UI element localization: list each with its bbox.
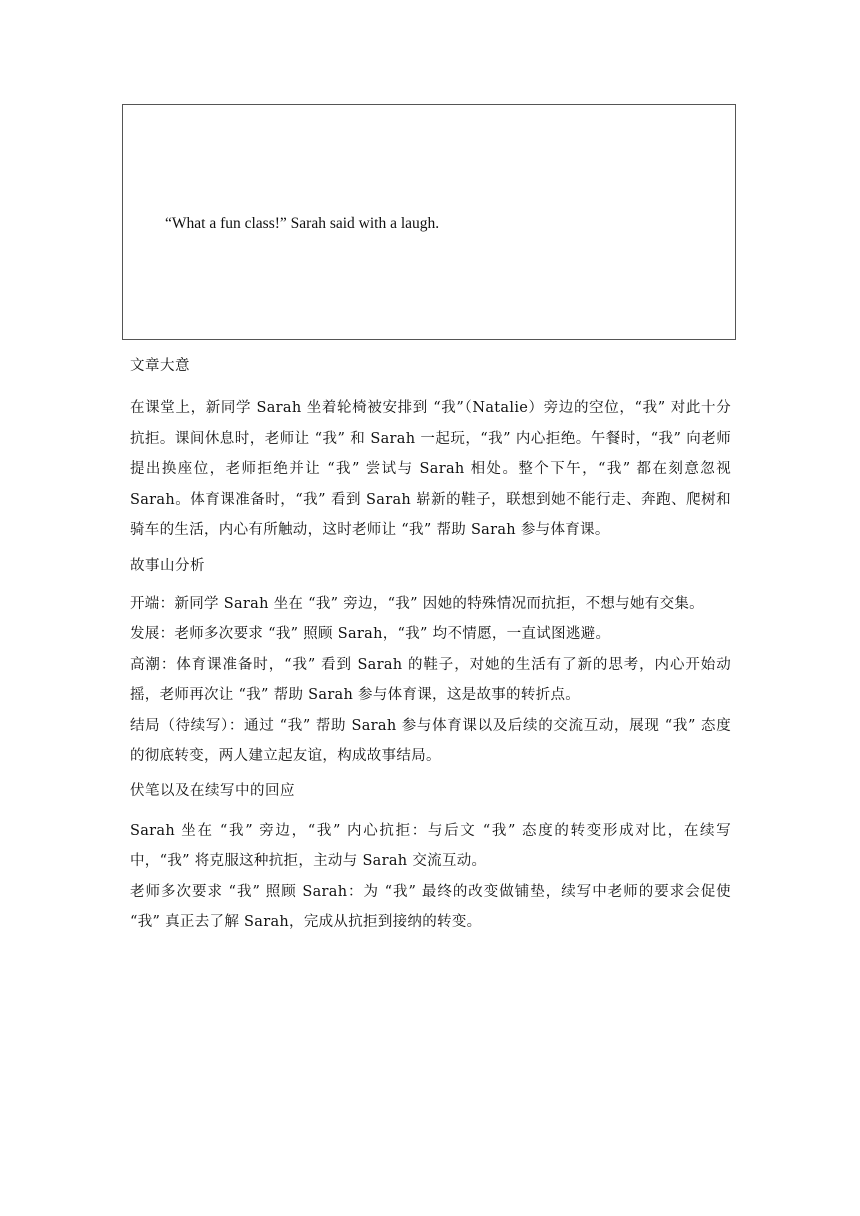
plot-list xyxy=(130,589,731,772)
foreshadow-item-1: Sarah 坐在 “我” 旁边，“我” 内心抗拒：与后文 “我” 态度的转变形成对比，在续写中，“我” 将克服这种抗拒，主动与 Sarah 交流互动。 xyxy=(130,822,731,869)
foreshadow-heading: 伏笔以及在续写中的回应 xyxy=(130,782,295,799)
plot-item-development: 发展：老师多次要求 “我” 照顾 Sarah，“我” 均不情愿，一直试图逃避。 xyxy=(130,626,611,642)
plot-item-beginning: 开端：新同学 Sarah 坐在 “我” 旁边，“我” 因她的特殊情况而抗拒，不想与她有交集。 xyxy=(130,595,704,612)
opening-sentence: “What a fun class!” Sarah said with a laugh. xyxy=(165,215,440,232)
plot-item-ending: 结局（待续写）：通过 “我” 帮助 Sarah 参与体育课以及后续的交流互动，展现 “我” 态度的彻底转变，两人建立起友谊，构成故事结局。 xyxy=(130,717,731,764)
summary-paragraph: 在课堂上，新同学 Sarah 坐着轮椅被安排到 “我”（Natalie）旁边的空位，“我” 对此十分抗拒。课间休息时，老师让 “我” 和 Sarah 一起玩，“我” 内心拒绝。午餐时，“我” 向老师提出换座位，老师拒绝并让 “我” 尝试与 Sarah 相处。整个下午，“我” 都在刻意忽视 Sarah。体育课准备时，“我” 看到 Sarah 崭新的鞋子，联想到她不能行走、奔跑、爬树和骑车的生活，内心有所触动，这时老师让 “我” 帮助 Sarah 参与体育课。 xyxy=(130,400,731,538)
plot-item-climax: 高潮：体育课准备时，“我” 看到 Sarah 的鞋子，对她的生活有了新的思考，内心开始动摇，老师再次让 “我” 帮助 Sarah 参与体育课，这是故事的转折点。 xyxy=(130,656,731,703)
analysis-content xyxy=(130,352,731,938)
plot-heading: 故事山分析 xyxy=(130,557,205,574)
foreshadow-list xyxy=(130,816,731,938)
foreshadow-item-2: 老师多次要求 “我” 照顾 Sarah：为 “我” 最终的改变做铺垫，续写中老师的要求会促使 “我” 真正去了解 Sarah，完成从抗拒到接纳的转变。 xyxy=(130,883,731,930)
continuation-writing-box xyxy=(122,104,736,340)
summary-heading: 文章大意 xyxy=(130,358,190,374)
